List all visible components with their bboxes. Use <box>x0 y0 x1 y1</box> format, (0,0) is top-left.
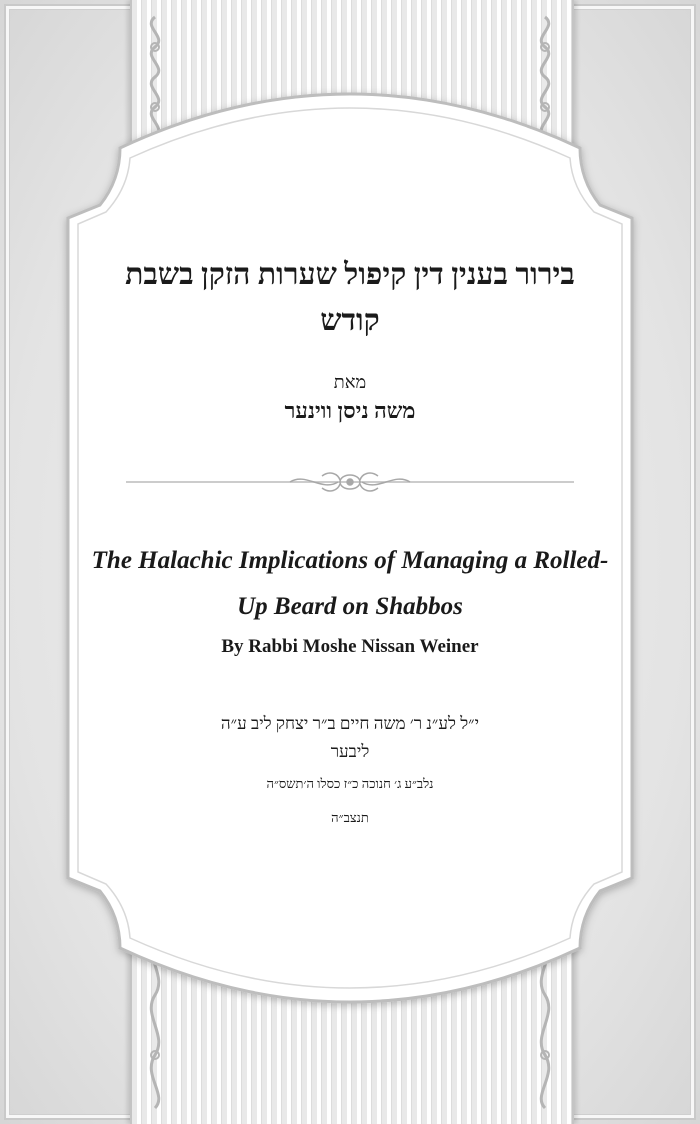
english-author: By Rabbi Moshe Nissan Weiner <box>221 636 479 657</box>
cover-content <box>70 150 630 890</box>
ornamental-divider <box>126 470 574 494</box>
dedication-line-3: נלב״ע ג׳ חנוכה כ״ז כסלו ה׳תשס״ה <box>266 776 434 791</box>
dedication-line-2: ליבער <box>330 742 370 761</box>
hebrew-author: משה ניסן ווינער <box>284 398 416 423</box>
hebrew-from-label: מאת <box>333 372 367 392</box>
english-title: The Halachic Implications of Managing a Rolled-Up Beard on Shabbos <box>91 547 609 620</box>
hebrew-title: בירור בענין דין קיפול שערות הזקן בשבת קודש <box>125 258 575 337</box>
dedication-line-1: י״ל לע״נ ר׳ משה חיים ב״ר יצחק ליב ע״ה <box>220 714 480 733</box>
dedication-line-4: תנצב״ה <box>331 810 369 825</box>
